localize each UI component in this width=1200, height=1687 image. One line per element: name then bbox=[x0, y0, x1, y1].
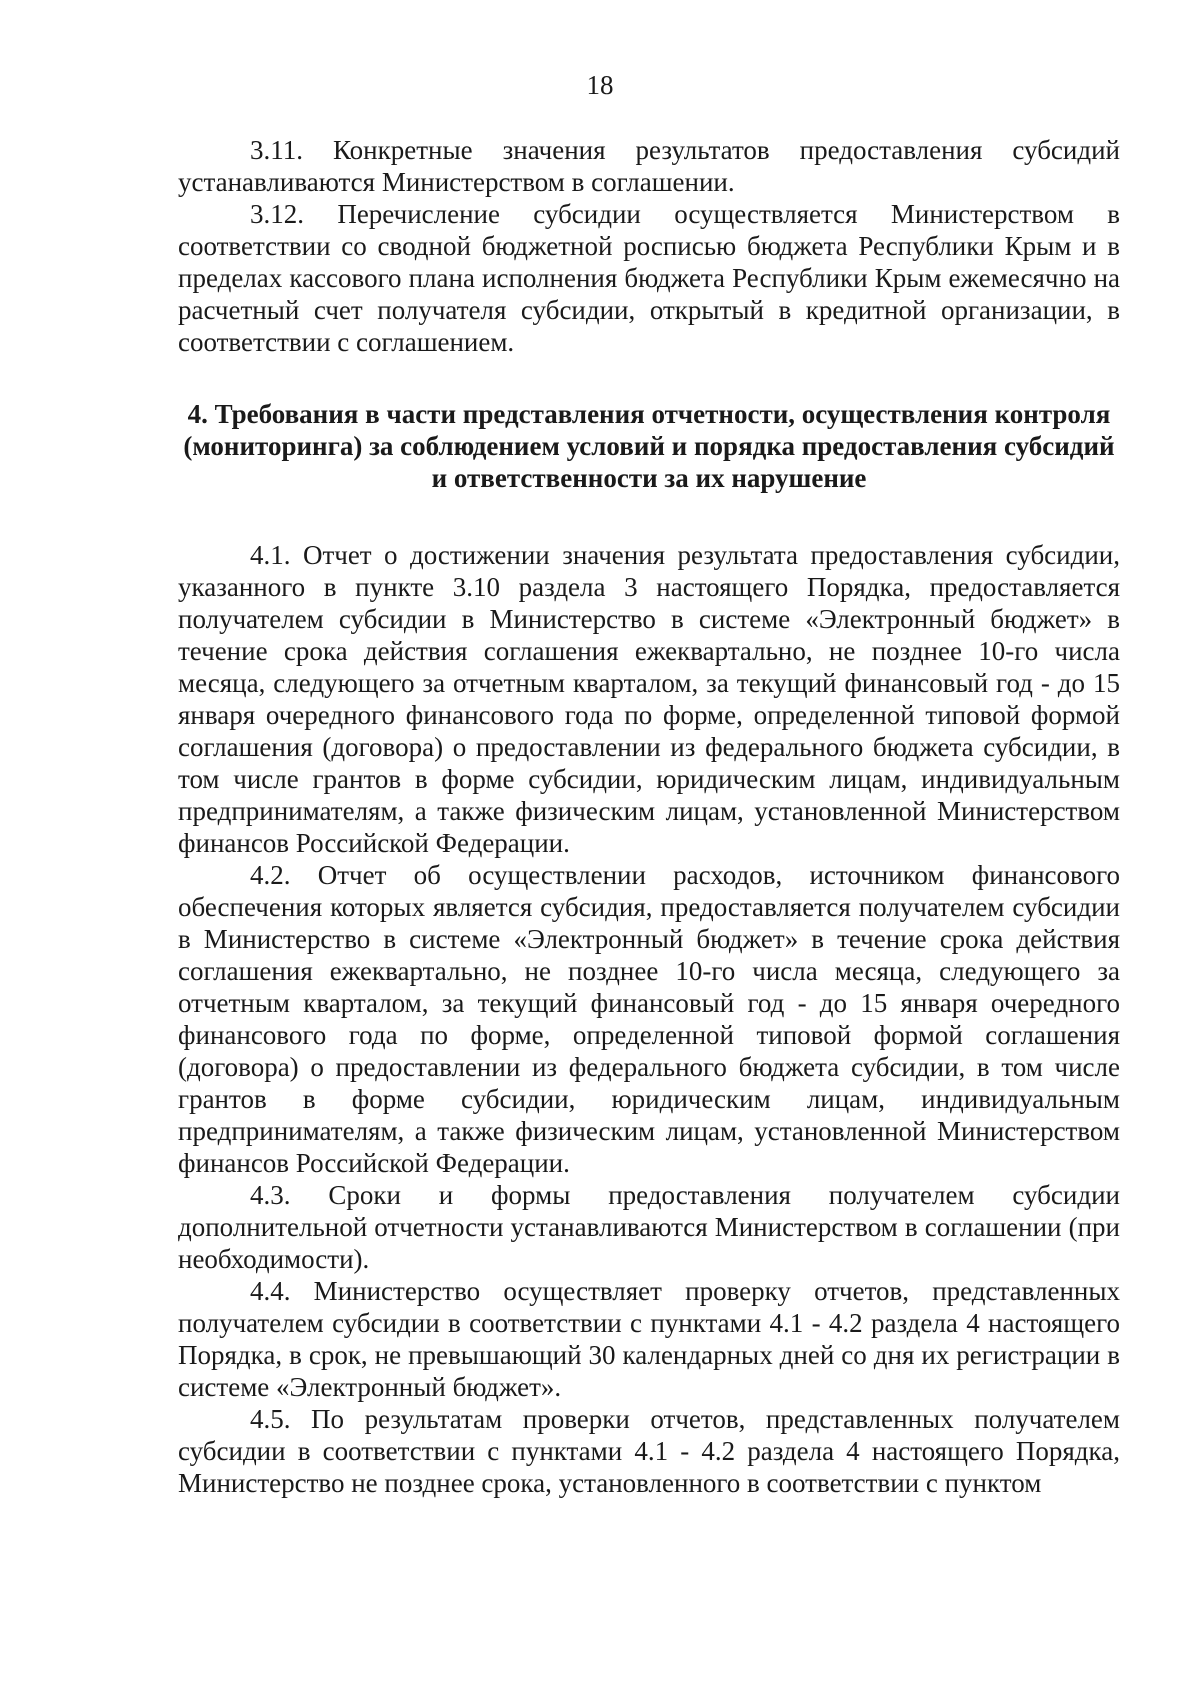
page-number: 18 bbox=[586, 70, 614, 100]
paragraph-3-12: 3.12. Перечисление субсидии осуществляется Министерством в соответствии со сводной бюджетной росписью бюджета Республики Крым и в пределах кассового плана исполнения бюджета Республики Крым ежемесячно на расчетный счет получателя субсидии, открытый в кредитной организации, в соответствии с соглашением. bbox=[178, 199, 1120, 357]
paragraph-4-5: 4.5. По результатам проверки отчетов, представленных получателем субсидии в соответствии с пунктами 4.1 - 4.2 раздела 4 настоящего Порядка, Министерство не позднее срока, установленного в соответствии с пунктом bbox=[178, 1404, 1120, 1498]
document-body bbox=[178, 134, 1120, 1499]
paragraph-4-1: 4.1. Отчет о достижении значения результата предоставления субсидии, указанного в пункте 3.10 раздела 3 настоящего Порядка, предоставляется получателем субсидии в Министерство в системе «Электронный бюджет» в течение срока действия соглашения ежеквартально, не позднее 10-го числа месяца, следующего за отчетным кварталом, за текущий финансовый год - до 15 января очередного финансового года по форме, определенной типовой формой соглашения (договора) о предоставлении из федерального бюджета субсидии, в том числе грантов в форме субсидии, юридическим лицам, индивидуальным предпринимателям, а также физическим лицам, установленной Министерством финансов Российской Федерации. bbox=[178, 540, 1120, 858]
paragraph-4-3: 4.3. Сроки и формы предоставления получателем субсидии дополнительной отчетности устанавливаются Министерством в соглашении (при необходимости). bbox=[178, 1180, 1120, 1274]
paragraph-4-4: 4.4. Министерство осуществляет проверку отчетов, представленных получателем субсидии в соответствии с пунктами 4.1 - 4.2 раздела 4 настоящего Порядка, в срок, не превышающий 30 календарных дней со дня их регистрации в системе «Электронный бюджет». bbox=[178, 1276, 1120, 1402]
paragraph-4-2: 4.2. Отчет об осуществлении расходов, источником финансового обеспечения которых является субсидия, предоставляется получателем субсидии в Министерство в системе «Электронный бюджет» в течение срока действия соглашения ежеквартально, не позднее 10-го числа месяца, следующего за отчетным кварталом, за текущий финансовый год - до 15 января очередного финансового года по форме, определенной типовой формой соглашения (договора) о предоставлении из федерального бюджета субсидии, в том числе грантов в форме субсидии, юридическим лицам, индивидуальным предпринимателям, а также физическим лицам, установленной Министерством финансов Российской Федерации. bbox=[178, 860, 1120, 1178]
section-heading: 4. Требования в части представления отчетности, осуществления контроля (мониторинга) за соблюдением условий и порядка предоставления субсидий и ответственности за их нарушение bbox=[183, 399, 1115, 493]
paragraph-3-11: 3.11. Конкретные значения результатов предоставления субсидий устанавливаются Министерством в соглашении. bbox=[178, 135, 1120, 197]
